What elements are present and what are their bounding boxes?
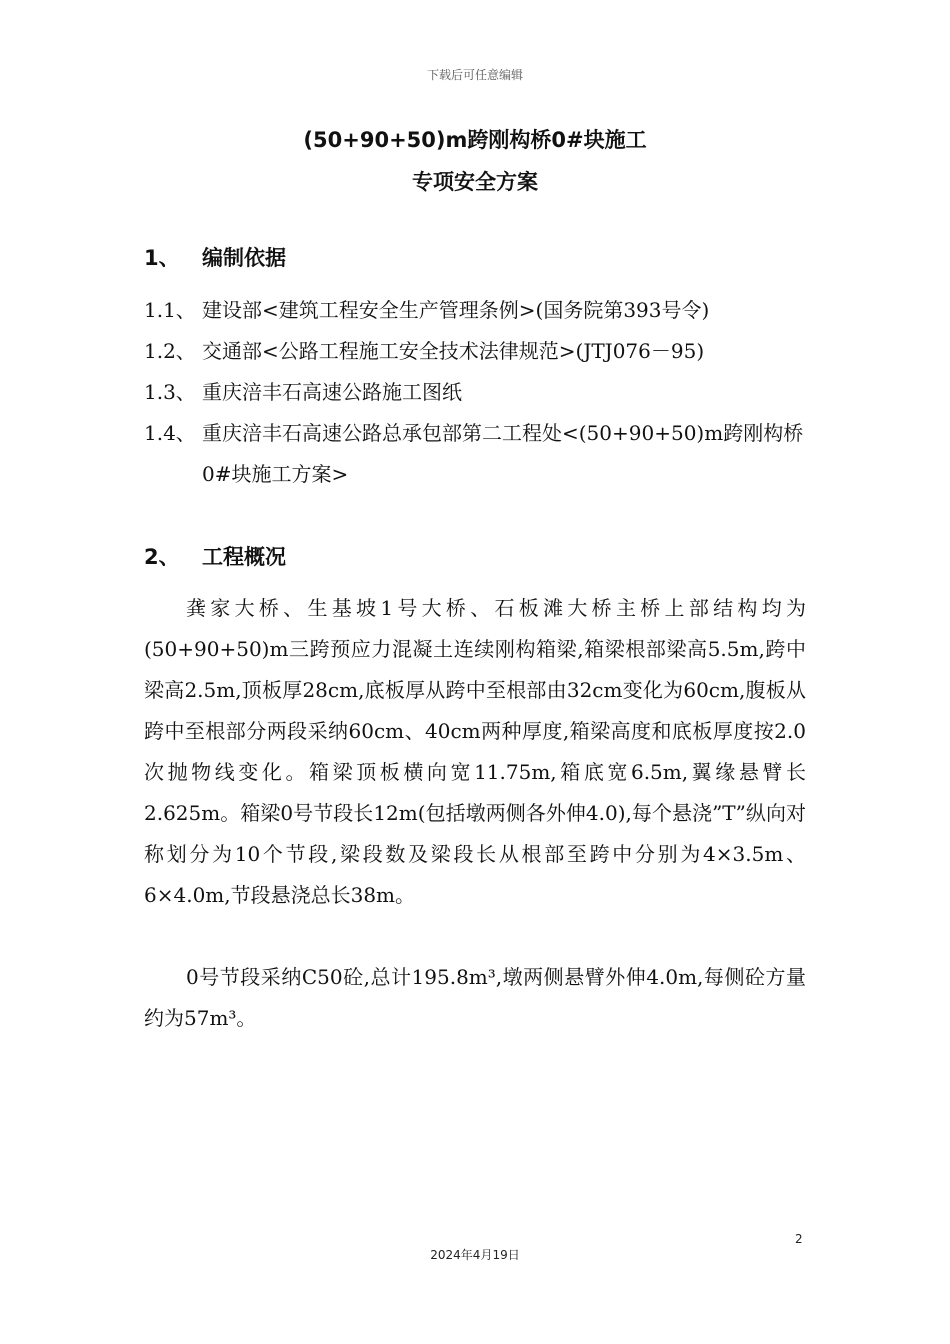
reference-number: 1.2、	[144, 339, 196, 363]
reference-number: 1.4、	[144, 421, 196, 445]
section-number: 1、	[144, 246, 180, 270]
document-title: (50+90+50)m跨刚构桥0#块施工	[303, 128, 647, 152]
page-number: 2	[795, 1232, 803, 1246]
document-subtitle: 专项安全方案	[412, 170, 538, 194]
reference-item	[144, 290, 824, 331]
section-heading-1	[144, 242, 286, 272]
section-number: 2、	[144, 545, 180, 569]
section-title: 编制依据	[202, 246, 286, 270]
reference-item	[144, 331, 824, 372]
reference-number: 1.3、	[144, 380, 196, 404]
reference-item	[144, 372, 824, 413]
header-note: 下载后可任意编辑	[426, 68, 523, 82]
section-title: 工程概况	[202, 545, 286, 569]
reference-text: 交通部<公路工程施工安全技术法律规范>(JTJ076－95)	[202, 339, 705, 363]
overview-paragraph: 龚家大桥、生基坡1号大桥、石板滩大桥主桥上部结构均为(50+90+50)m三跨预应力混凝土连续刚构箱梁,箱梁根部梁高5.5m,跨中梁高2.5m,顶板厚28cm,底板厚从跨中至根部由32cm变化为60cm,腹板从跨中至根部分两段采纳60cm、40cm两种厚度,箱梁高度和底板厚度按2.0次抛物线变化。箱梁顶板横向宽11.75m,箱底宽6.5m,翼缘悬臂长2.625m。箱梁0号节段长12m(包括墩两侧各外伸4.0),每个悬浇”T”纵向对称划分为10个节段,梁段数及梁段长从根部至跨中分别为4×3.5m、6×4.0m,节段悬浇总长38m。	[144, 596, 806, 907]
reference-text: 重庆涪丰石高速公路施工图纸	[202, 380, 462, 404]
reference-text: 建设部<建筑工程安全生产管理条例>(国务院第393号令)	[202, 298, 710, 322]
reference-text: 重庆涪丰石高速公路总承包部第二工程处<(50+90+50)m跨刚构桥0#块施工方案>	[202, 421, 804, 486]
concrete-paragraph: 0号节段采纳C50砼,总计195.8m³,墩两侧悬臂外伸4.0m,每侧砼方量约为57m³。	[144, 965, 806, 1030]
section-heading-2	[144, 541, 286, 571]
reference-item	[144, 413, 824, 495]
reference-number: 1.1、	[144, 298, 196, 322]
footer-date: 2024年4月19日	[430, 1248, 520, 1262]
